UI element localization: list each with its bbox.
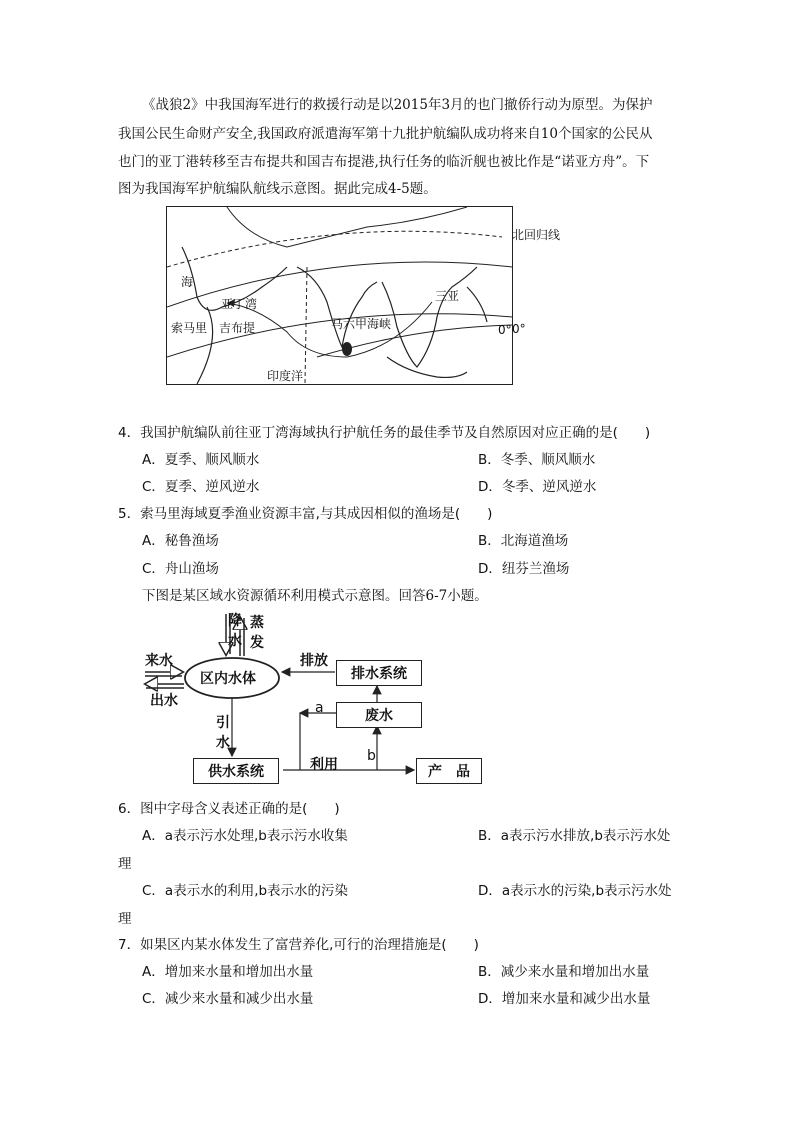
label-a: a (315, 700, 324, 716)
equator-label-outside: 0° (512, 322, 526, 336)
q6-stem: 6．图中字母含义表述正确的是( ) (118, 801, 340, 817)
equator-label: 0° (498, 323, 512, 337)
sea-label: 海 (181, 275, 194, 289)
label-b: b (367, 748, 376, 764)
wastewater-label: 废水 (365, 708, 393, 724)
drainage-system-label: 排水系统 (351, 666, 407, 682)
djibouti-label: 吉布提 (219, 321, 256, 335)
supply-system-box (193, 758, 279, 784)
q6-option-d-cont: 理 (118, 911, 132, 927)
q4-option-a[interactable]: A．夏季、顺风顺水 (142, 452, 260, 468)
ocean-label: 印度洋 (267, 369, 304, 383)
q4-option-c[interactable]: C．夏季、逆风逆水 (142, 479, 260, 495)
q7-stem: 7．如果区内某水体发生了富营养化,可行的治理措施是( ) (118, 937, 479, 953)
q6-option-c[interactable]: C．a表示水的利用,b表示水的污染 (142, 883, 349, 899)
q7-option-b[interactable]: B．减少来水量和增加出水量 (478, 964, 650, 980)
q5-option-c[interactable]: C．舟山渔场 (142, 561, 219, 577)
use-label: 利用 (310, 757, 338, 773)
q6-option-d[interactable]: D．a表示水的污染,b表示污水处 (478, 883, 672, 899)
q4-option-d[interactable]: D．冬季、逆风逆水 (478, 479, 597, 495)
supply-system-label: 供水系统 (208, 764, 264, 780)
passage-line-2: 我国公民生命财产安全,我国政府派遣海军第十九批护航编队成功将来自10个国家的公民从 (118, 126, 653, 142)
drainage-system-box (336, 660, 422, 686)
map-graphic (167, 207, 512, 384)
q5-stem: 5．索马里海域夏季渔业资源丰富,与其成因相似的渔场是( ) (118, 506, 493, 522)
outflow-label: 出水 (150, 693, 178, 709)
q7-option-c[interactable]: C．减少来水量和减少出水量 (142, 991, 314, 1007)
intake-label-1: 引 (216, 715, 230, 731)
passage-line-4: 图为我国海军护航编队航线示意图。据此完成4-5题。 (118, 181, 437, 197)
intake-label-2: 水 (216, 735, 230, 751)
precip-label-2: 水 (228, 633, 242, 649)
discharge-label: 排放 (300, 653, 328, 669)
malacca-label: 马六甲海峡 (331, 317, 392, 331)
escort-route-map (166, 206, 513, 385)
q6-option-a[interactable]: A．a表示污水处理,b表示污水收集 (142, 828, 348, 844)
q6-option-b[interactable]: B．a表示污水排放,b表示污水处 (478, 828, 671, 844)
q5-option-d[interactable]: D．纽芬兰渔场 (478, 561, 570, 577)
inflow-label: 来水 (145, 653, 173, 669)
tropic-label-outside: 北回归线 (512, 228, 561, 242)
aden-label: 亚丁湾 (221, 297, 258, 311)
passage-line-1: 《战狼2》中我国海军进行的救援行动是以2015年3月的也门撤侨行动为原型。为保护 (142, 97, 653, 113)
q7-option-d[interactable]: D．增加来水量和减少出水量 (478, 991, 651, 1007)
product-label: 产 品 (428, 764, 470, 780)
passage-line-3: 也门的亚丁港转移至吉布提共和国吉布提港,执行任务的临沂舰也被比作是“诺亚方舟”。下 (118, 154, 650, 170)
evap-label-2: 发 (250, 635, 264, 651)
q4-option-b[interactable]: B．冬季、顺风顺水 (478, 452, 596, 468)
q5-option-a[interactable]: A．秘鲁渔场 (142, 533, 219, 549)
evap-label-1: 蒸 (250, 615, 264, 631)
q7-option-a[interactable]: A．增加来水量和增加出水量 (142, 964, 314, 980)
precip-label-1: 降 (228, 613, 242, 629)
somalia-label: 索马里 (171, 321, 208, 335)
product-box (416, 758, 482, 784)
q4-stem: 4．我国护航编队前往亚丁湾海域执行护航任务的最佳季节及自然原因对应正确的是( ) (118, 425, 651, 441)
water-body-label: 区内水体 (200, 671, 256, 687)
intro-6-7: 下图是某区域水资源循环利用模式示意图。回答6-7小题。 (142, 588, 488, 604)
q5-option-b[interactable]: B．北海道渔场 (478, 533, 569, 549)
sanya-label: 三亚 (435, 289, 460, 303)
wastewater-box (336, 702, 422, 728)
q6-option-b-cont: 理 (118, 856, 132, 872)
